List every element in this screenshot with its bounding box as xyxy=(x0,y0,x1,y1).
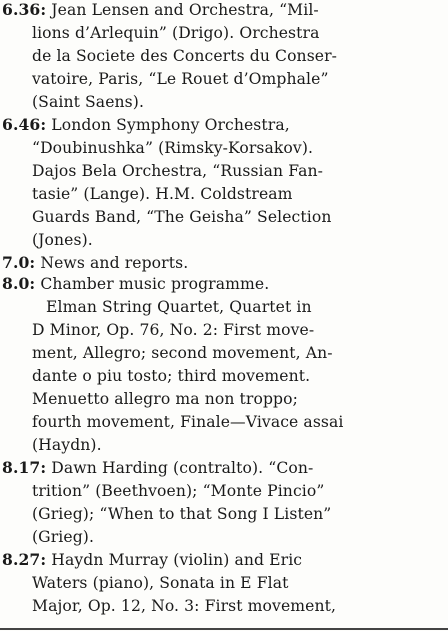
text-line: (Haydn). xyxy=(32,436,102,454)
text-line: vatoire, Paris, “Le Rouet d’Omphale” xyxy=(32,70,329,88)
text-line: “Doubinushka” (Rimsky-Korsakov). xyxy=(32,139,314,157)
text-line: de la Societe des Concerts du Conser- xyxy=(32,47,338,65)
text-line: (Saint Saens). xyxy=(32,93,145,111)
text-line: dante o piu tosto; third movement. xyxy=(32,367,311,385)
text-line: trition” (Beethvoen); “Monte Pincio” xyxy=(32,482,325,500)
text-line: Elman String Quartet, Quartet in xyxy=(46,298,312,316)
text-line: Dajos Bela Orchestra, “Russian Fan- xyxy=(32,162,324,180)
text-line: 8.17: Dawn Harding (contralto). “Con- xyxy=(2,458,314,477)
text-line: Waters (piano), Sonata in E Flat xyxy=(32,574,289,592)
text-line: Menuetto allegro ma non troppo; xyxy=(32,390,298,408)
text-line: 8.27: Haydn Murray (violin) and Eric xyxy=(2,550,303,569)
text-line: tasie” (Lange). H.M. Coldstream xyxy=(32,185,293,203)
text-line: D Minor, Op. 76, No. 2: First move- xyxy=(32,321,315,339)
bottom-rule xyxy=(0,628,448,630)
text-line: 6.36: Jean Lensen and Orchestra, “Mil- xyxy=(2,0,319,19)
text-line: Major, Op. 12, No. 3: First movement, xyxy=(32,597,337,615)
text-line: 8.0: Chamber music programme. xyxy=(2,274,270,293)
text-line: fourth movement, Finale—Vivace assai xyxy=(32,413,344,431)
text-line: lions d’Arlequin” (Drigo). Orchestra xyxy=(32,24,320,42)
text-line: (Grieg); “When to that Song I Listen” xyxy=(32,505,332,523)
text-line: 6.46: London Symphony Orchestra, xyxy=(2,115,290,134)
text-line: 7.0: News and reports. xyxy=(2,253,189,272)
text-line: ment, Allegro; second movement, An- xyxy=(32,344,333,362)
text-line: (Jones). xyxy=(32,231,93,249)
text-line: Guards Band, “The Geisha” Selection xyxy=(32,208,332,226)
text-line: (Grieg). xyxy=(32,528,95,546)
